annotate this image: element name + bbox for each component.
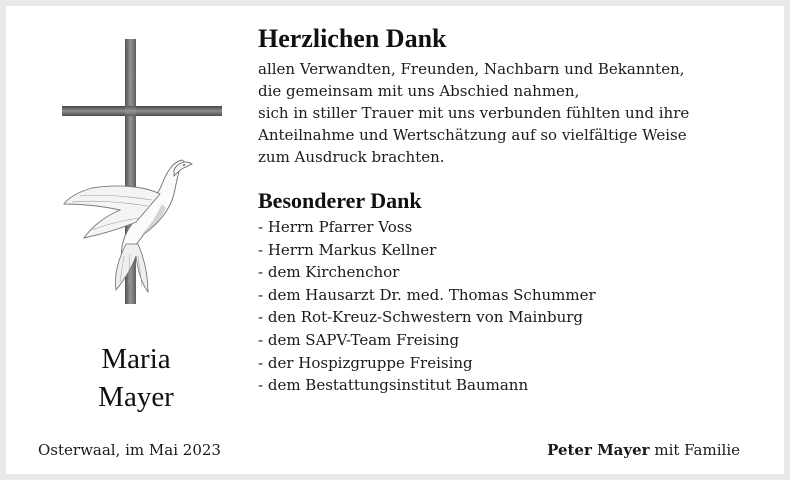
thanks-line: allen Verwandten, Freunden, Nachbarn und Bekannten, [258,60,685,78]
list-item: - dem Hausarzt Dr. med. Thomas Schummer [258,285,596,304]
thanks-content [258,24,758,397]
deceased-last-name: Mayer [98,381,174,413]
deceased-name [46,340,226,416]
thanks-line: zum Ausdruck brachten. [258,148,445,166]
signature [547,440,740,460]
deceased-first-name: Maria [101,343,171,375]
signer-suffix: mit Familie [649,441,740,459]
thanks-heading: Herzlichen Dank [258,24,447,53]
thanks-line: sich in stiller Trauer mit uns verbunden fühlten und ihre [258,104,690,122]
special-thanks-list [258,216,758,397]
list-item: - dem Bestattungsinstitut Baumann [258,376,529,395]
list-item: - Herrn Pfarrer Voss [258,218,413,236]
obituary-card [6,6,784,474]
list-item: - Herrn Markus Kellner [258,240,437,259]
special-thanks-heading: Besonderer Dank [258,188,422,213]
list-item: - dem SAPV-Team Freising [258,330,460,349]
thanks-paragraph [258,58,758,168]
thanks-line: Anteilnahme und Wertschätzung auf so vielfältige Weise [258,126,687,144]
list-item: - dem Kirchenchor [258,263,400,282]
list-item: - den Rot-Kreuz-Schwestern von Mainburg [258,308,584,327]
signer-name: Peter Mayer [547,441,650,459]
place-date: Osterwaal, im Mai 2023 [38,441,221,459]
list-item: - der Hospizgruppe Freising [258,353,473,372]
cross-with-dove-illustration [62,34,222,304]
thanks-line: die gemeinsam mit uns Abschied nahmen, [258,82,580,100]
